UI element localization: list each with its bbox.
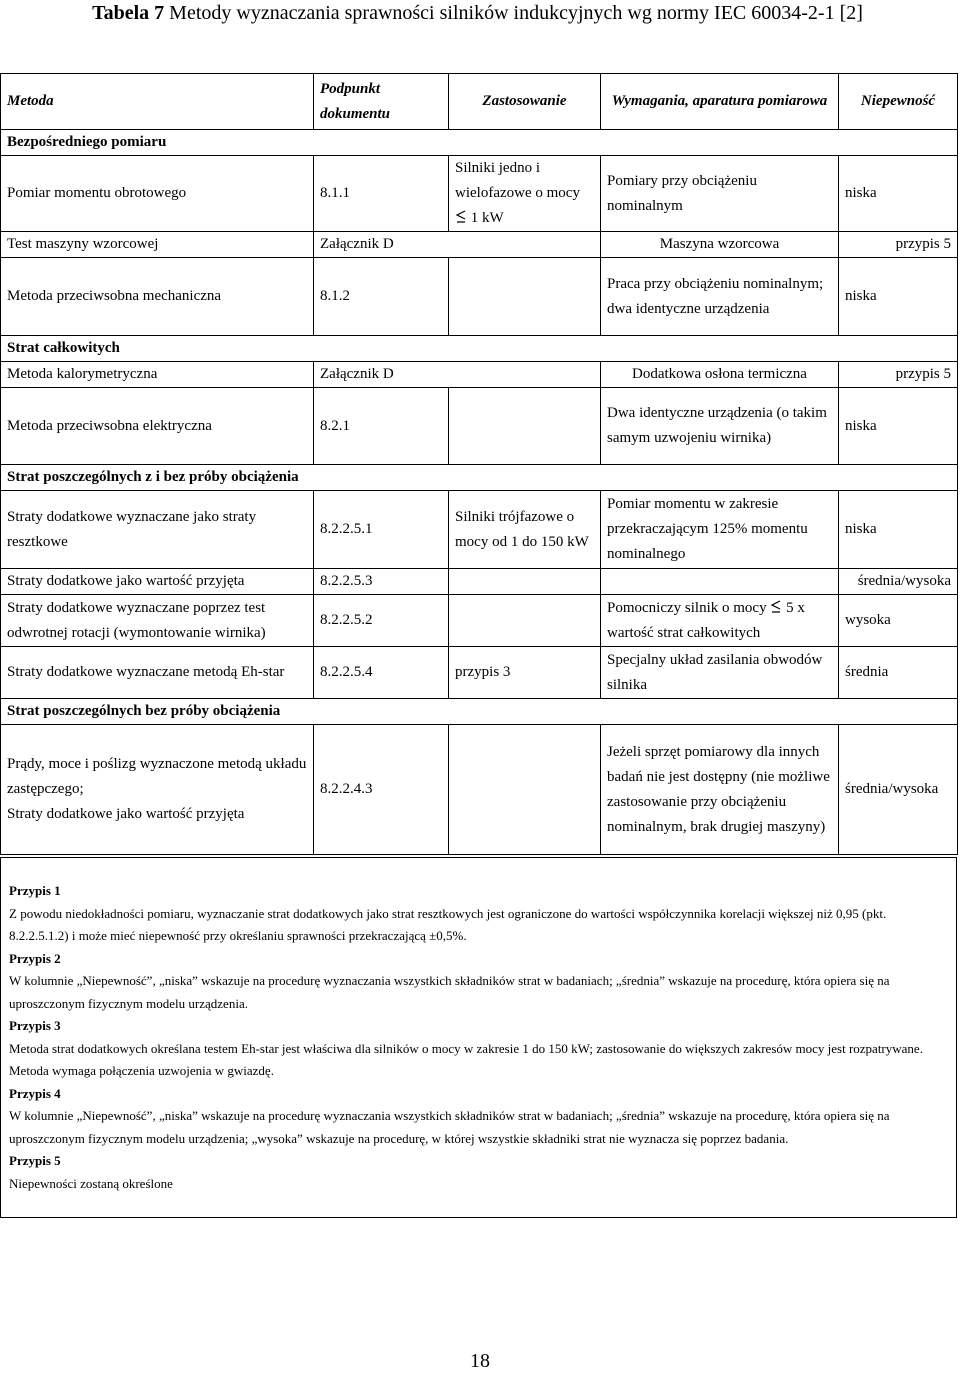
cell-metoda <box>1 725 314 855</box>
section-row <box>1 465 958 491</box>
wymagania-text: Pomocniczy silnik o mocy <box>607 599 767 616</box>
section-calkowitych: Strat całkowitych <box>1 336 958 362</box>
cell-zastosowanie <box>449 569 601 595</box>
cell-niepewnosc: średnia/wysoka <box>839 725 958 855</box>
cell-niepewnosc: średnia/wysoka <box>839 569 958 595</box>
section-row <box>1 699 958 725</box>
cell-zastosowanie <box>449 258 601 336</box>
cell-podpunkt: 8.1.1 <box>314 156 449 232</box>
cell-wymagania: Maszyna wzorcowa <box>601 232 839 258</box>
table-row <box>1 569 958 595</box>
less-equal-icon <box>455 210 467 224</box>
cell-niepewnosc: niska <box>839 491 958 569</box>
cell-niepewnosc: niska <box>839 156 958 232</box>
footnote-heading: Przypis 5 <box>9 1153 61 1168</box>
metoda-line-b: Straty dodatkowe jako wartość przyjęta <box>7 806 245 822</box>
table-label: Tabela 7 <box>92 2 165 24</box>
zastosowanie-value: 1 kW <box>470 210 504 226</box>
footnote-heading: Przypis 1 <box>9 883 61 898</box>
table-row <box>1 258 958 336</box>
cell-niepewnosc: średnia <box>839 647 958 699</box>
table-row <box>1 491 958 569</box>
cell-niepewnosc: niska <box>839 388 958 465</box>
wymagania-value: 5 x wartość strat całkowitych <box>607 599 805 641</box>
header-zastosowanie: Zastosowanie <box>449 74 601 130</box>
cell-zastosowanie: przypis 3 <box>449 647 601 699</box>
cell-wymagania: Pomiar momentu w zakresie przekraczającym 125% momentu nominalnego <box>601 491 839 569</box>
cell-zastosowanie <box>449 725 601 855</box>
cell-wymagania: Specjalny układ zasilania obwodów silnika <box>601 647 839 699</box>
section-row <box>1 336 958 362</box>
cell-podpunkt: Załącznik D <box>314 232 601 258</box>
table-header-row <box>1 74 958 130</box>
cell-wymagania: Jeżeli sprzęt pomiarowy dla innych badań nie jest dostępny (nie możliwe zastosowanie przy obciążeniu nominalnym, brak drugiej maszyny) <box>601 725 839 855</box>
table-row <box>1 595 958 647</box>
cell-zastosowanie <box>449 156 601 232</box>
table-title <box>0 0 955 27</box>
header-wymagania: Wymagania, aparatura pomiarowa <box>601 74 839 130</box>
cell-metoda: Pomiar momentu obrotowego <box>1 156 314 232</box>
footnote-text: Z powodu niedokładności pomiaru, wyznaczanie strat dodatkowych jako strat resztkowych jest ograniczone do wartości współczynnika korelacji większej niż 0,95 (pkt. 8.2.2.5.1.2) i może mieć niepewność przy określaniu sprawności przekraczającą ±0,5%. <box>9 905 887 943</box>
page-number: 18 <box>470 1350 490 1372</box>
section-bezposredniego: Bezpośredniego pomiaru <box>1 130 958 156</box>
metoda-line-a: Prądy, moce i poślizg wyznaczone metodą układu zastępczego; <box>7 756 307 797</box>
footnote-heading: Przypis 2 <box>9 950 61 966</box>
section-poszczegolnych-bez: Strat poszczególnych bez próby obciążenia <box>1 699 958 725</box>
section-poszczegolnych-z: Strat poszczególnych z i bez próby obciążenia <box>1 465 958 491</box>
cell-niepewnosc: niska <box>839 258 958 336</box>
footnotes-box <box>0 857 957 1218</box>
cell-metoda: Straty dodatkowe wyznaczane jako straty resztkowe <box>1 491 314 569</box>
cell-podpunkt: Załącznik D <box>314 362 601 388</box>
header-niepewnosc: Niepewność <box>839 74 958 130</box>
cell-wymagania: Praca przy obciążeniu nominalnym; dwa identyczne urządzenia <box>601 258 839 336</box>
cell-metoda: Metoda kalorymetryczna <box>1 362 314 388</box>
cell-podpunkt: 8.2.2.4.3 <box>314 725 449 855</box>
cell-podpunkt: 8.1.2 <box>314 258 449 336</box>
cell-wymagania: Pomiary przy obciążeniu nominalnym <box>601 156 839 232</box>
cell-podpunkt: 8.2.2.5.2 <box>314 595 449 647</box>
cell-podpunkt: 8.2.2.5.3 <box>314 569 449 595</box>
section-row <box>1 130 958 156</box>
footnote-heading: Przypis 3 <box>9 1018 61 1033</box>
footnote-heading: Przypis 4 <box>9 1085 61 1101</box>
cell-zastosowanie: Silniki trójfazowe o mocy od 1 do 150 kW <box>449 491 601 569</box>
cell-podpunkt: 8.2.1 <box>314 388 449 465</box>
cell-metoda: Straty dodatkowe wyznaczane metodą Eh-star <box>1 647 314 699</box>
table-row <box>1 232 958 258</box>
table-row <box>1 725 958 855</box>
cell-wymagania: Dwa identyczne urządzenia (o takim samym uzwojeniu wirnika) <box>601 388 839 465</box>
methods-table <box>0 73 958 855</box>
cell-metoda: Metoda przeciwsobna mechaniczna <box>1 258 314 336</box>
cell-podpunkt: 8.2.2.5.1 <box>314 491 449 569</box>
cell-wymagania <box>601 595 839 647</box>
less-equal-icon <box>770 600 782 614</box>
cell-metoda: Test maszyny wzorcowej <box>1 232 314 258</box>
footnote-text: Niepewności zostaną określone <box>9 1175 173 1191</box>
table-row <box>1 388 958 465</box>
table-title-text: Metody wyznaczania sprawności silników indukcyjnych wg normy IEC 60034-2-1 [2] <box>169 2 863 24</box>
cell-wymagania: Dodatkowa osłona termiczna <box>601 362 839 388</box>
cell-metoda: Straty dodatkowe wyznaczane poprzez test odwrotnej rotacji (wymontowanie wirnika) <box>1 595 314 647</box>
header-metoda: Metoda <box>1 74 314 130</box>
table-row <box>1 647 958 699</box>
table-row <box>1 156 958 232</box>
table-row <box>1 362 958 388</box>
cell-zastosowanie <box>449 388 601 465</box>
zastosowanie-text: Silniki jedno i wielofazowe o mocy <box>455 160 580 201</box>
footnote-text: Metoda strat dodatkowych określana testem Eh-star jest właściwa dla silników o mocy w zakresie 1 do 150 kW; zastosowanie do większych zakresów mocy jest rozpatrywane. Metoda wymaga połączenia uzwojenia w gwiazdę. <box>9 1040 923 1078</box>
cell-niepewnosc: przypis 5 <box>839 232 958 258</box>
footnote-text: W kolumnie „Niepewność”, „niska” wskazuje na procedurę wyznaczania wszystkich składników strat w badaniach; „średnia” wskazuje na procedurę, która opiera się na uproszczonym fizycznym modelu urządzenia; „wysoka” wskazuje na procedurę, w której wszystkie składniki strat nie wyznacza się poprzez badania. <box>9 1108 890 1146</box>
cell-niepewnosc: przypis 5 <box>839 362 958 388</box>
cell-metoda: Metoda przeciwsobna elektryczna <box>1 388 314 465</box>
cell-metoda: Straty dodatkowe jako wartość przyjęta <box>1 569 314 595</box>
footnote-text: W kolumnie „Niepewność”, „niska” wskazuje na procedurę wyznaczania wszystkich składników strat w badaniach; „średnia” wskazuje na procedurę, która opiera się na uproszczonym fizycznym modelu urządzenia. <box>9 973 890 1011</box>
cell-niepewnosc: wysoka <box>839 595 958 647</box>
cell-zastosowanie <box>449 595 601 647</box>
cell-podpunkt: 8.2.2.5.4 <box>314 647 449 699</box>
header-podpunkt: Podpunkt dokumentu <box>314 74 449 130</box>
cell-wymagania <box>601 569 839 595</box>
